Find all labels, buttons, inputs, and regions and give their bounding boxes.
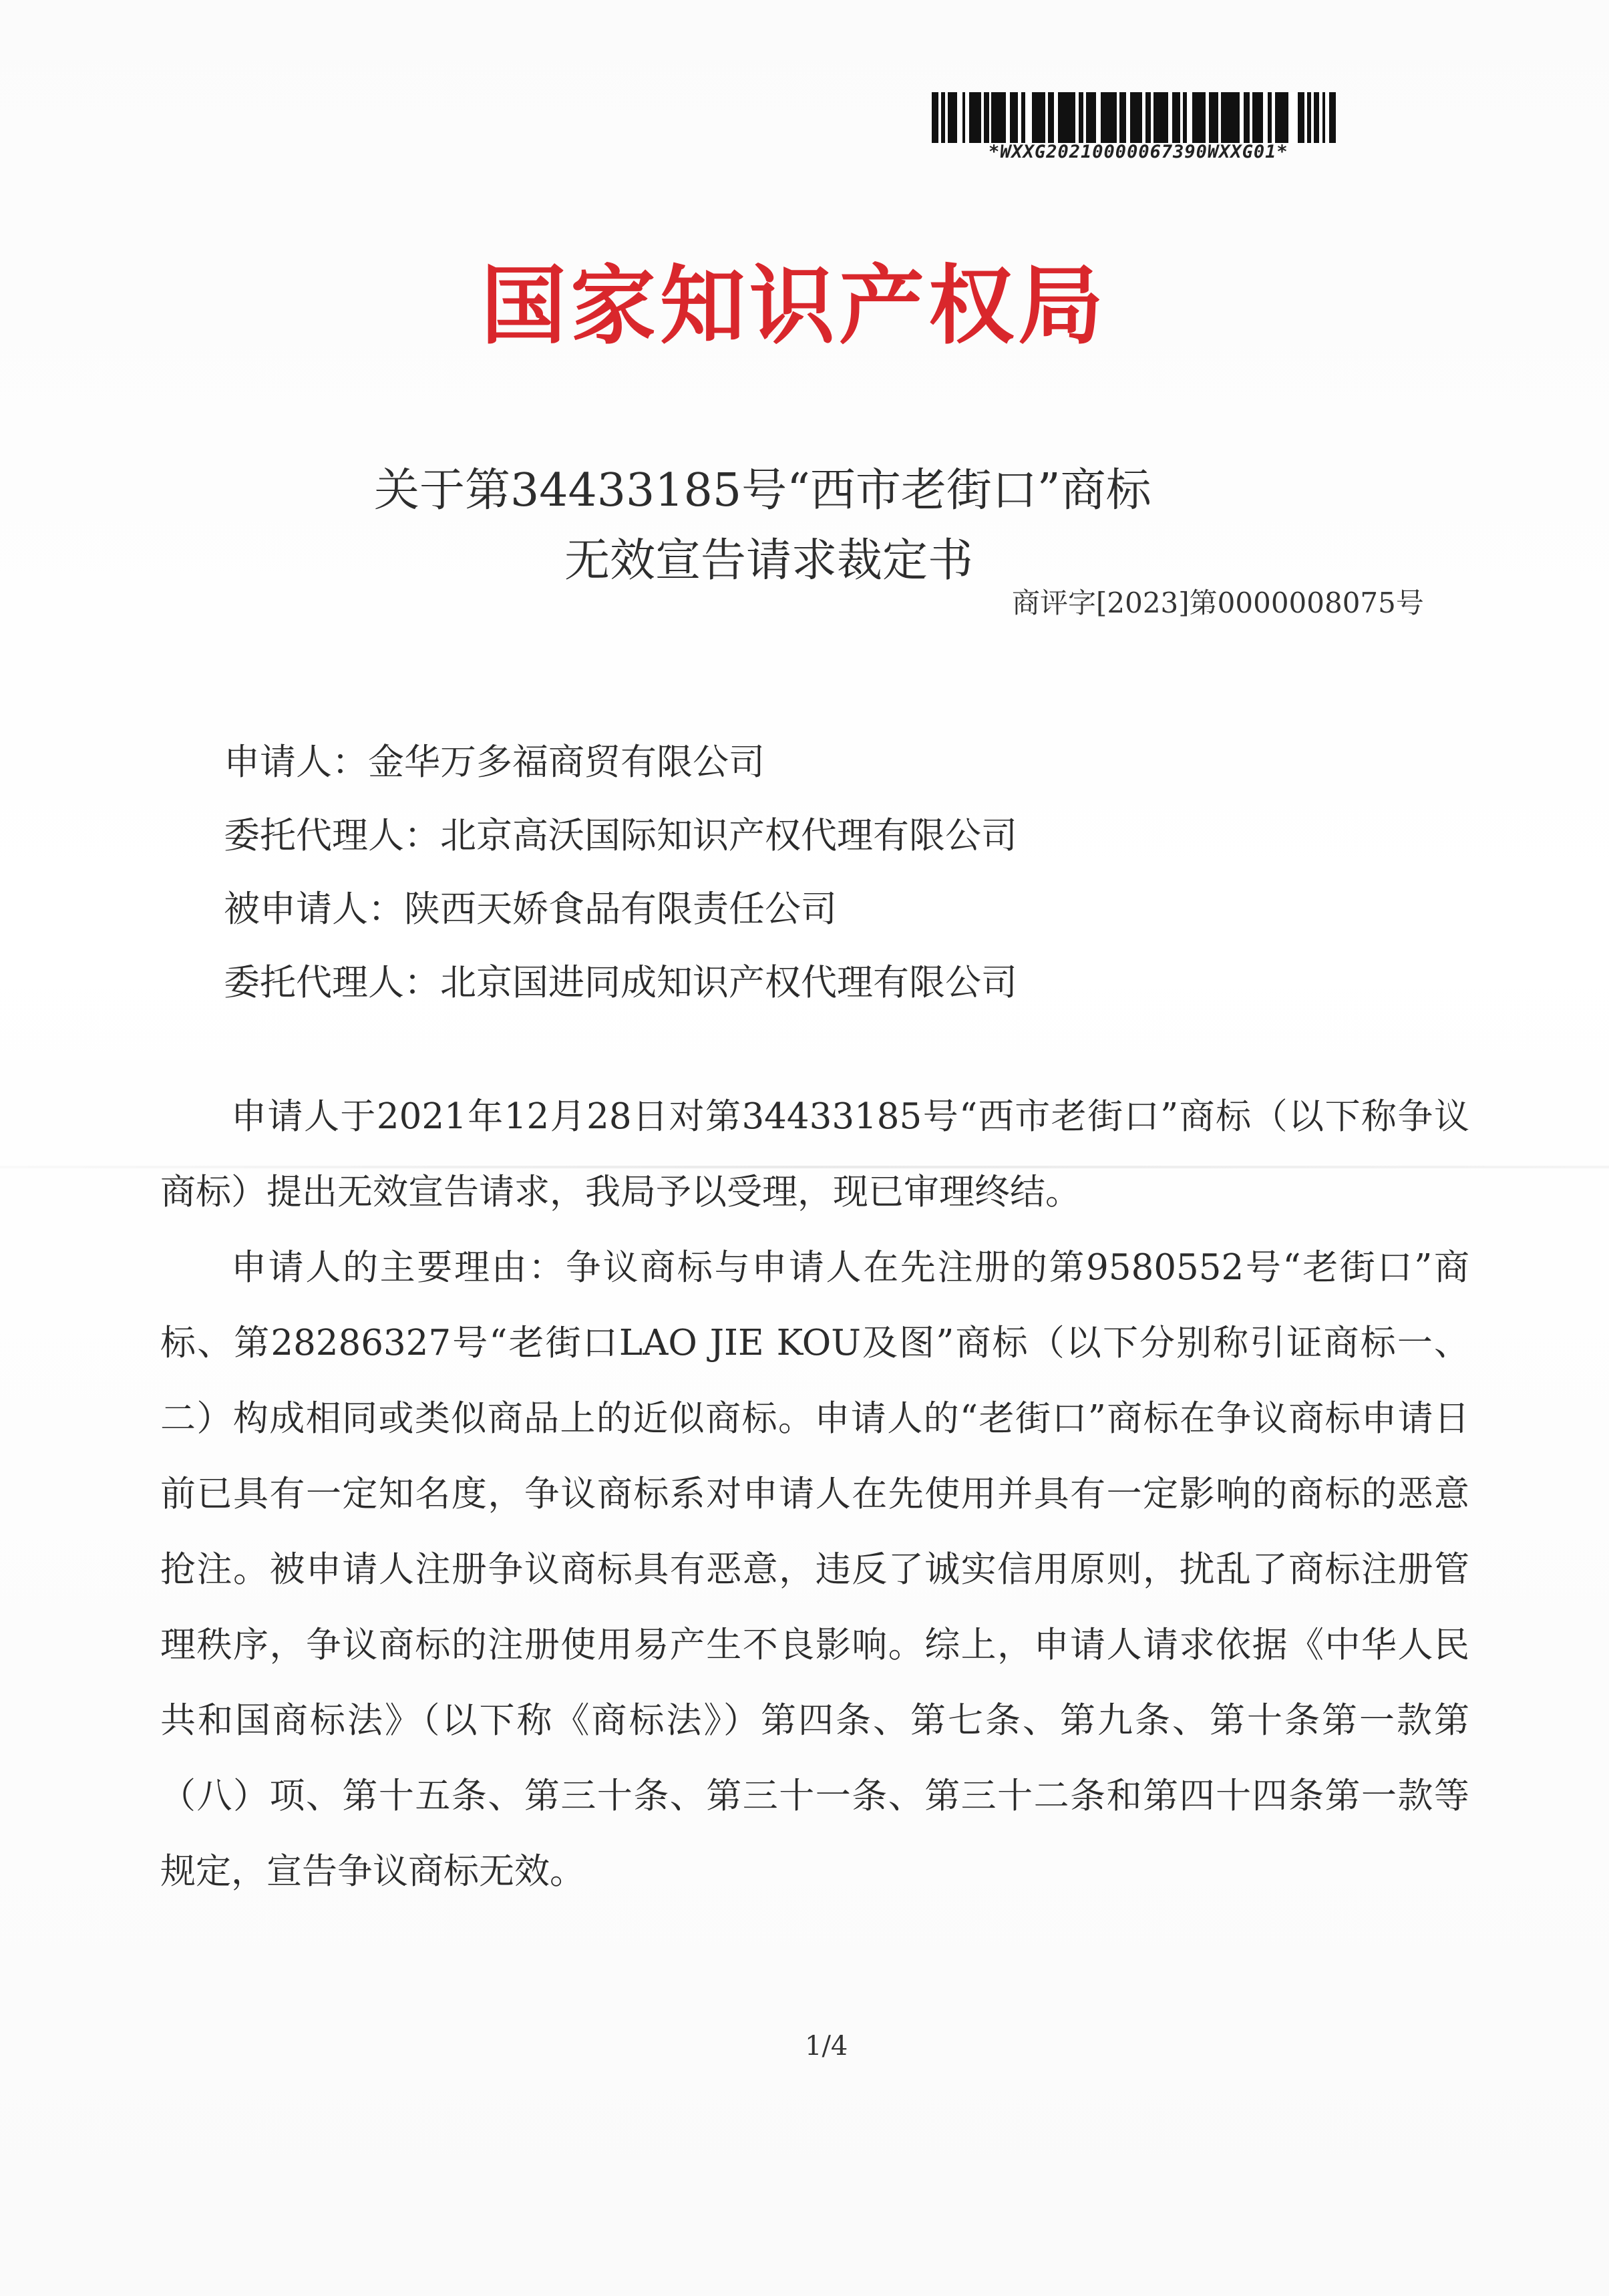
agency-name-heading: 国家知识产权局 [481, 257, 1108, 356]
party-respondent [224, 880, 837, 932]
party-label: 委托代理人： [224, 961, 440, 1003]
body-paragraph-2: 申请人的主要理由：争议商标与申请人在先注册的第9580552号“老街口”商标、第28286327号“老街口LAO JIE KOU及图”商标（以下分别称引证商标一、二）构成相同或类似商品上的近似商标。申请人的“老街口”商标在争议商标申请日前已具有一定知名度，争议商标系对申请人在先使用并具有一定影响的商标的恶意抢注。被申请人注册争议商标具有恶意，违反了诚实信用原则，扰乱了商标注册管理秩序，争议商标的注册使用易产生不良影响。综上，申请人请求依据《中华人民共和国商标法》（以下称《商标法》）第四条、第七条、第九条、第十条第一款第（八）项、第十五条、第三十条、第三十一条、第三十二条和第四十四条第一款等规定，宣告争议商标无效。 [160, 1247, 1469, 1892]
page-number: 1/4 [805, 2031, 848, 2062]
party-value: 北京高沃国际知识产权代理有限公司 [440, 814, 1017, 856]
document-title-line-2: 无效宣告请求裁定书 [564, 534, 974, 587]
barcode-code-text: *WXXG20210000067390WXXG01* [989, 142, 1288, 162]
party-applicant-agent [224, 807, 1017, 858]
barcode-icon [932, 92, 1346, 143]
party-value: 陕西天娇食品有限责任公司 [404, 888, 837, 930]
ruling-body [160, 1079, 1469, 1909]
party-label: 申请人： [224, 741, 368, 783]
document-number: 商评字[2023]第0000008075号 [1012, 587, 1424, 619]
body-paragraph-1: 申请人于2021年12月28日对第34433185号“西市老街口”商标（以下称争议商标）提出无效宣告请求，我局予以受理，现已审理终结。 [160, 1096, 1469, 1212]
party-respondent-agent [224, 954, 1017, 1005]
document-title-line-1: 关于第34433185号“西市老街口”商标 [374, 464, 1151, 517]
party-value: 北京国进同成知识产权代理有限公司 [440, 961, 1017, 1003]
party-label: 委托代理人： [224, 814, 440, 856]
party-applicant [224, 733, 765, 785]
party-label: 被申请人： [224, 888, 404, 930]
party-value: 金华万多福商贸有限公司 [368, 741, 765, 783]
